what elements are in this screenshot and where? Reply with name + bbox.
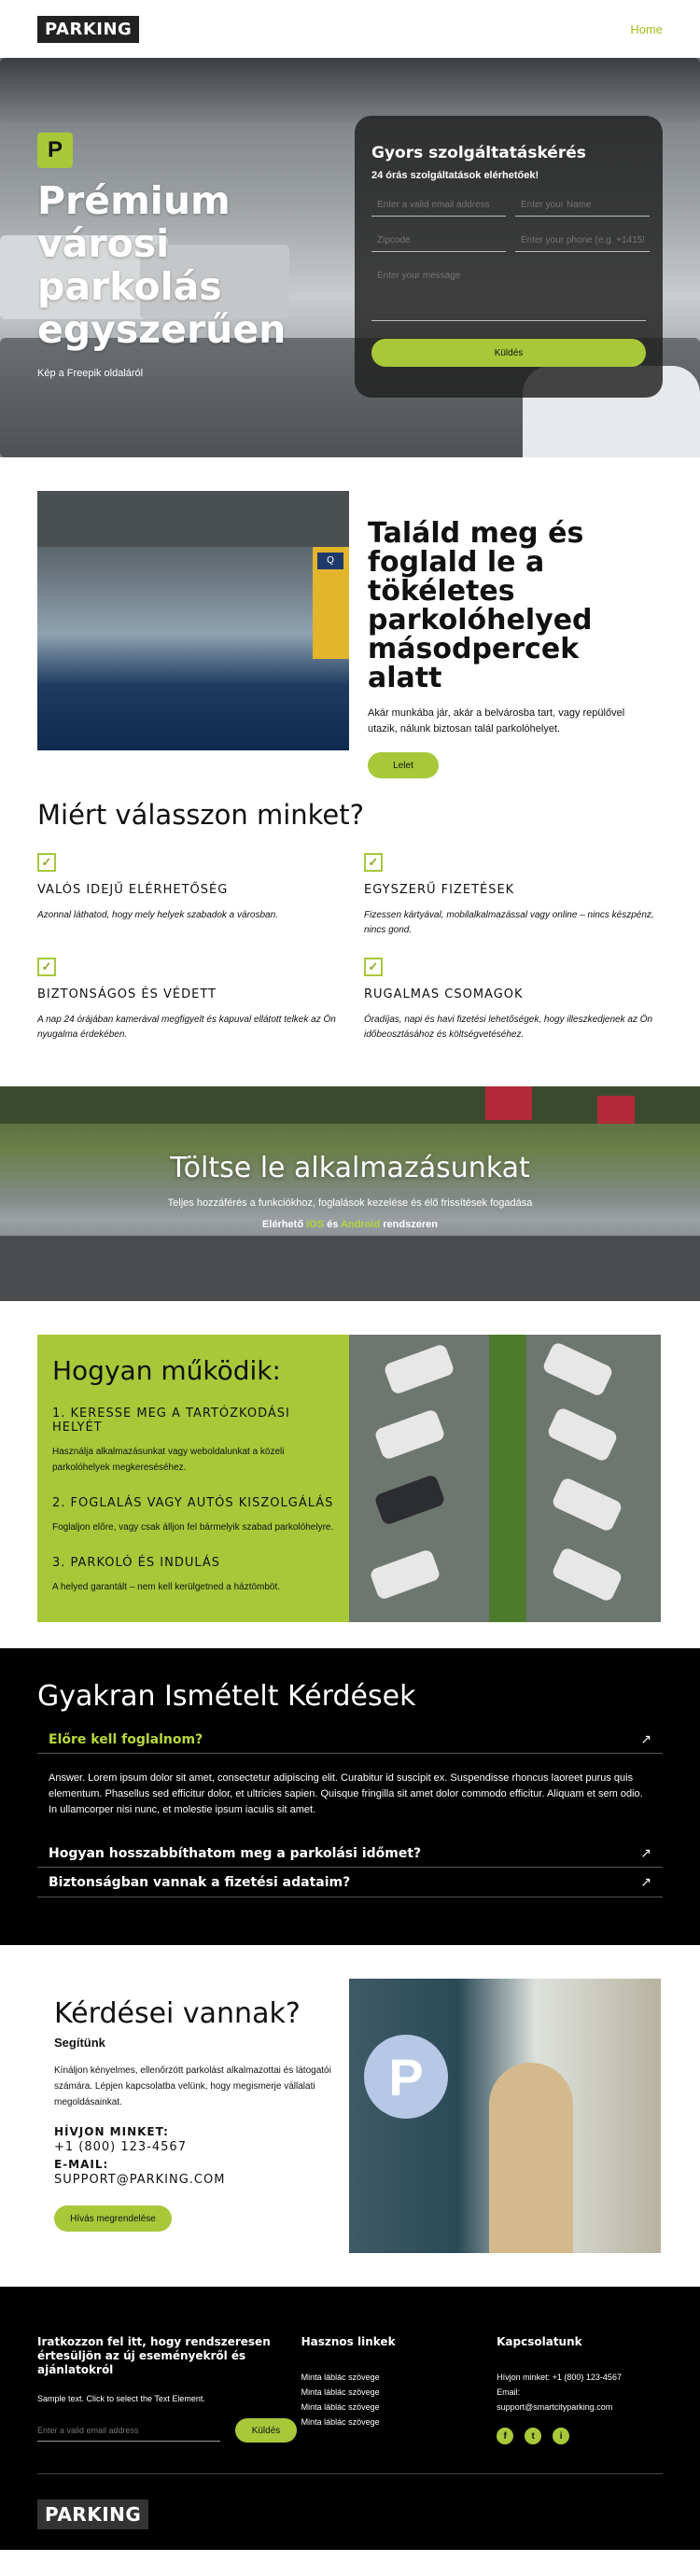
footer-email[interactable]: support@smartcityparking.com	[497, 2402, 613, 2412]
newsletter-title: Iratkozzon fel itt, hogy rendszeresen értesüljön az új eseményekről és ajánlatokról	[37, 2335, 271, 2376]
garage-ceiling-shape	[37, 491, 349, 547]
feature-title: EGYSZERŰ FIZETÉSEK	[364, 883, 515, 897]
contact-email[interactable]: SUPPORT@PARKING.COM	[54, 2173, 226, 2187]
contact-title: Kérdései vannak?	[54, 1997, 301, 2030]
check-icon: ✓	[364, 853, 383, 872]
woman-parking-meter-photo	[349, 1979, 661, 2253]
hero-ceiling-shape	[0, 58, 700, 123]
faq-question[interactable]	[37, 1868, 663, 1897]
step-title: 1. KERESSE MEG A TARTÓZKODÁSI HELYÉT	[52, 1407, 290, 1435]
nav-home-link[interactable]: Home	[630, 21, 663, 36]
hero-image-credit: Kép a Freepik oldaláról	[37, 368, 144, 379]
feature-title: VALÓS IDEJŰ ELÉRHETŐSÉG	[37, 883, 229, 897]
platform-text: rendszeren	[380, 1219, 438, 1230]
check-icon: ✓	[37, 853, 56, 872]
newsletter-email-field[interactable]	[37, 2419, 220, 2442]
newsletter-sample-text: Sample text. Click to select the Text Element.	[37, 2394, 205, 2403]
faq-section	[0, 1648, 700, 1945]
car-shape	[551, 1547, 623, 1603]
app-platforms	[0, 1219, 700, 1230]
feature-desc: Óradíjas, napi és havi fizetési lehetőségek, hogy illeszkedjenek az Ön időbeosztásához és költségvetéséhez.	[364, 1015, 653, 1040]
why-title: Miért válasszon minket?	[37, 799, 365, 831]
woman-figure-shape	[489, 2063, 573, 2253]
useful-links-title: Hasznos linkek	[301, 2335, 396, 2348]
car-shape	[546, 1407, 619, 1463]
footer-email-label: Email:	[497, 2387, 521, 2397]
car-shape	[373, 1474, 445, 1526]
feature-desc: A nap 24 órájában kamerával megfigyelt és kapuval ellátott telkek az Ön nyugalma érdekében.	[37, 1015, 336, 1040]
instagram-icon[interactable]: i	[553, 2428, 569, 2444]
footer-contact-title: Kapcsolatunk	[497, 2335, 582, 2348]
android-link[interactable]: Android	[341, 1219, 381, 1230]
contact-help: Segítünk	[54, 2036, 105, 2050]
check-icon: ✓	[364, 958, 383, 976]
email-label: E-MAIL:	[54, 2158, 109, 2171]
car-shape	[541, 1341, 614, 1397]
car-shape	[551, 1477, 623, 1533]
garage-photo	[37, 491, 349, 750]
check-icon: ✓	[37, 958, 56, 976]
car-shape	[373, 1408, 445, 1461]
garage-sign-shape: Q	[317, 553, 343, 569]
arrow-up-right-icon: ↗	[640, 1845, 651, 1861]
find-description: Akár munkába jár, akár a belvárosba tart, vagy repülővel utazik, nálunk biztosan talál parkolóhelyet.	[368, 707, 625, 735]
how-box	[37, 1335, 349, 1622]
newsletter-send-button[interactable]: Küldés	[235, 2418, 297, 2443]
car-shape	[369, 1548, 441, 1601]
how-it-works-section	[0, 1301, 700, 1648]
app-subtitle: Teljes hozzáférés a funkciókhoz, foglalások kezelése és élő frissítések fogadása	[167, 1197, 533, 1209]
platform-text: és	[324, 1219, 342, 1230]
faq-question[interactable]	[37, 1840, 663, 1868]
name-field[interactable]	[515, 194, 650, 217]
footer-call: Hívjon minket: +1 (800) 123-4567	[497, 2373, 622, 2382]
step-desc: Használja alkalmazásunkat vagy weboldalunkat a közeli parkolóhelyek megkereséséhez.	[52, 1447, 285, 1473]
app-title: Töltse le alkalmazásunkat	[170, 1152, 530, 1184]
footer-link[interactable]: Minta láblác szövege	[301, 2373, 380, 2382]
footer-link[interactable]: Minta láblác szövege	[301, 2387, 380, 2397]
parking-sign-icon: P	[37, 133, 73, 168]
find-parking-section	[0, 457, 700, 771]
car-shape	[383, 1343, 455, 1395]
form-title: Gyors szolgáltatáskérés	[371, 144, 586, 162]
twitter-icon[interactable]: t	[525, 2428, 541, 2444]
contact-phone[interactable]: +1 (800) 123-4567	[54, 2140, 187, 2154]
aerial-parking-photo	[349, 1335, 661, 1622]
feature-title: BIZTONSÁGOS ÉS VÉDETT	[37, 987, 217, 1001]
faq-question-text: Biztonságban vannak a fizetési adataim?	[49, 1874, 351, 1890]
contact-section	[0, 1945, 700, 2287]
faq-question-text: Hogyan hosszabbíthatom meg a parkolási időmet?	[49, 1845, 422, 1861]
service-request-form	[355, 116, 663, 398]
site-footer	[0, 2287, 700, 2550]
step-title: 2. FOGLALÁS VAGY AUTÓS KISZOLGÁLÁS	[52, 1496, 334, 1510]
step-desc: Foglaljon előre, vagy csak álljon fel bármelyik szabad parkolóhelyre.	[52, 1522, 334, 1533]
step-item	[52, 1496, 334, 1535]
step-desc: A helyed garantált – nem kell kerülgetned a háztömböt.	[52, 1582, 281, 1592]
parking-meter-sign: P	[364, 2035, 448, 2119]
message-field[interactable]	[371, 265, 646, 321]
feature-desc: Fizessen kártyával, mobilalkalmazással vagy online – nincs készpénz, nincs gond.	[364, 910, 654, 935]
order-call-button[interactable]: Hívás megrendelése	[54, 2205, 172, 2232]
arrow-up-right-icon: ↗	[640, 1874, 651, 1890]
zipcode-field[interactable]	[371, 230, 506, 252]
feature-desc: Azonnal láthatod, hogy mely helyek szabadok a városban.	[37, 910, 278, 920]
feature-item	[364, 853, 663, 958]
platform-text: Elérhető	[262, 1219, 307, 1230]
faq-title: Gyakran Ismételt Kérdések	[37, 1680, 416, 1713]
footer-link[interactable]: Minta láblác szövege	[301, 2417, 380, 2427]
feature-title: RUGALMAS CSOMAGOK	[364, 987, 524, 1001]
contact-box	[37, 1979, 349, 2287]
app-trees-shape	[0, 1086, 700, 1124]
feature-item	[364, 958, 663, 1062]
faq-answer: Answer. Lorem ipsum dolor sit amet, consectetur adipiscing elit. Curabitur id suscipit ex. Suspendisse rhoncus laoreet purus quis elementum. Phasellus sed efficitur dolor, et ultricies sapien. Quisque fringilla sit amet dolor commodo efficitur. Aliquam et sem odio. In ullamcorper nisi nunc, et molestie ipsum iaculis sit amet.	[49, 1772, 643, 1815]
find-button[interactable]: Lelet	[368, 752, 439, 778]
arrow-up-right-icon: ↗	[640, 1731, 651, 1747]
facebook-icon[interactable]: f	[497, 2428, 513, 2444]
hero-title: Prémium városi parkolás egyszerűen	[37, 178, 287, 352]
site-logo[interactable]: PARKING	[37, 16, 139, 43]
footer-logo[interactable]: PARKING	[37, 2499, 148, 2529]
faq-question[interactable]	[37, 1726, 663, 1754]
step-title: 3. PARKOLÓ ÉS INDULÁS	[52, 1556, 221, 1570]
email-field[interactable]	[371, 194, 506, 217]
app-red-sign-shape	[597, 1096, 635, 1124]
find-text-block	[349, 491, 644, 771]
app-download-section	[0, 1086, 700, 1301]
app-red-sign-shape	[485, 1086, 532, 1120]
step-item	[52, 1556, 334, 1595]
hero-section	[0, 58, 700, 457]
site-header	[0, 0, 700, 58]
ios-link[interactable]: iOS	[306, 1219, 325, 1230]
faq-question-text: Előre kell foglalnom?	[49, 1731, 203, 1747]
send-button[interactable]: Küldés	[371, 339, 646, 367]
why-us-section	[0, 771, 700, 1086]
feature-item	[37, 958, 336, 1062]
call-label: HÍVJON MINKET:	[54, 2125, 169, 2138]
footer-divider	[37, 2473, 663, 2474]
feature-item	[37, 853, 336, 958]
form-subtitle: 24 órás szolgáltatások elérhetőek!	[371, 170, 539, 181]
find-title: Találd meg és foglald le a tökéletes parkolóhelyed másodpercek alatt	[368, 517, 593, 694]
footer-link[interactable]: Minta láblác szövege	[301, 2402, 380, 2412]
step-item	[52, 1407, 334, 1476]
how-title: Hogyan működik:	[52, 1355, 281, 1386]
app-road-shape	[0, 1236, 700, 1301]
palm-strip-shape	[489, 1335, 526, 1622]
contact-description: Kínáljon kényelmes, ellenőrzött parkolást alkalmazottai és látogatói számára. Lépjen kapcsolatba velünk, hogy megismerje vállalati megoldásainkat.	[54, 2065, 331, 2107]
phone-field[interactable]	[515, 230, 650, 252]
